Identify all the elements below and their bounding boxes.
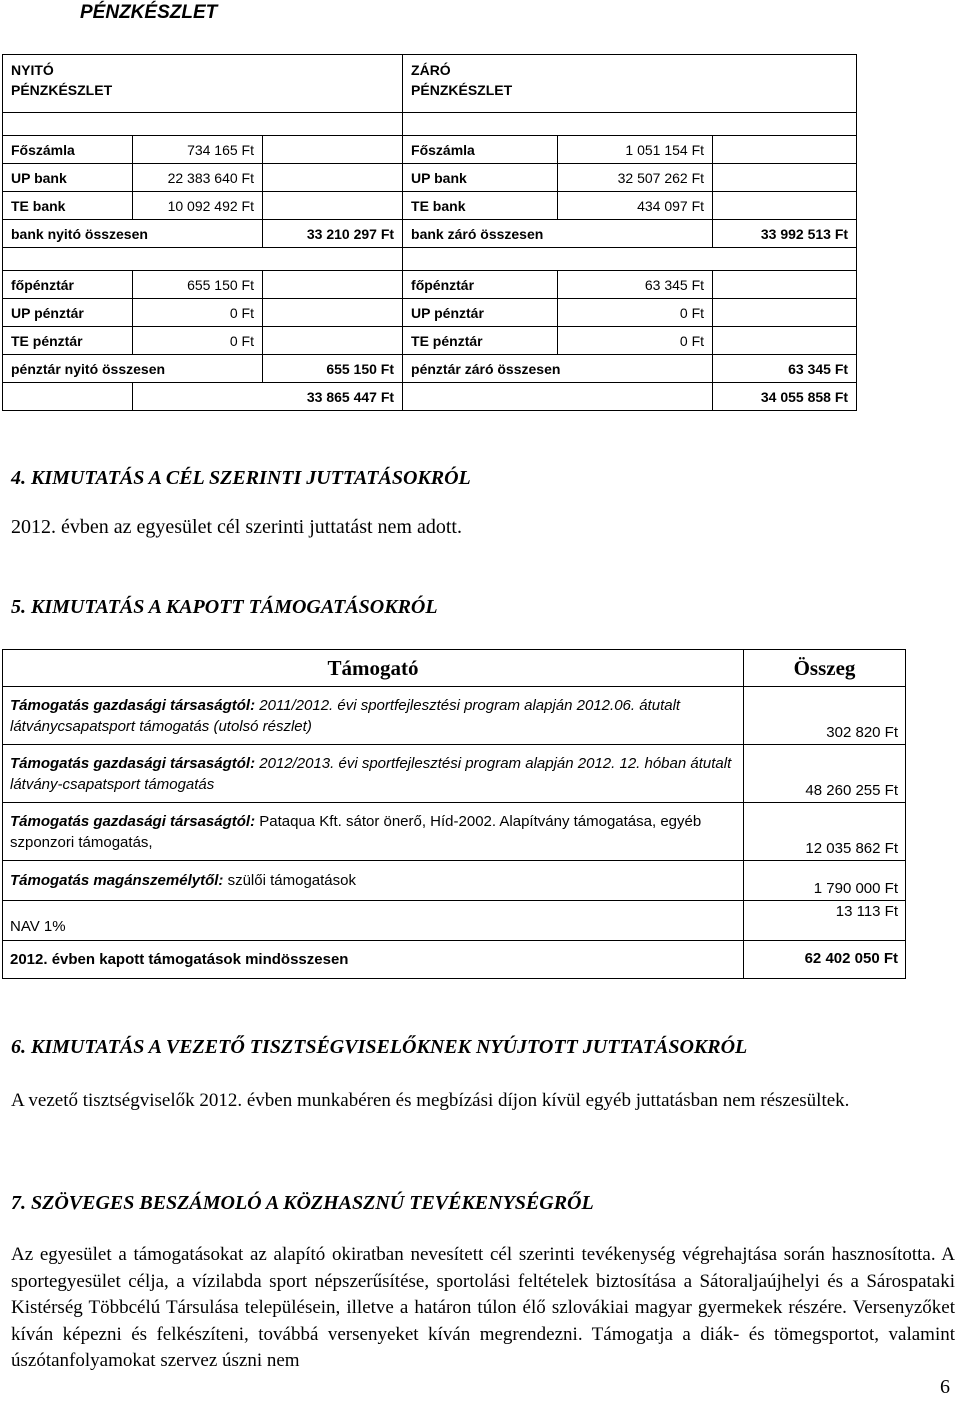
header-open: NYITÓ PÉNZKÉSZLET xyxy=(3,55,403,113)
row-value: 1 051 154 Ft xyxy=(558,136,713,164)
grant-desc: Támogatás gazdasági társaságtól: 2011/2012. évi sportfejlesztési program alapján 2012.06. átutalt látványcsapatsport támogatás (utolsó részlet) xyxy=(3,687,744,745)
row-value: 655 150 Ft xyxy=(133,271,263,299)
grand-total-close: 34 055 858 Ft xyxy=(713,383,857,411)
row-label: UP pénztár xyxy=(403,299,558,327)
row-label: főpénztár xyxy=(3,271,133,299)
cash-row xyxy=(3,299,857,327)
section5-heading: 5. KIMUTATÁS A KAPOTT TÁMOGATÁSOKRÓL xyxy=(11,596,438,618)
grant-desc: NAV 1% xyxy=(3,901,744,941)
row-value: 734 165 Ft xyxy=(133,136,263,164)
col-supporter: Támogató xyxy=(3,650,744,687)
row-label: UP bank xyxy=(3,164,133,192)
grant-desc: Támogatás gazdasági társaságtól: Pataqua Kft. sátor önerő, Híd-2002. Alapítvány támogatása, egyéb szponzori támogatás, xyxy=(3,803,744,861)
grant-desc: Támogatás magánszemélytől: szülői támogatások xyxy=(3,861,744,901)
gap-row xyxy=(3,113,857,136)
grand-total-open: 33 865 447 Ft xyxy=(133,383,403,411)
row-value: 33 210 297 Ft xyxy=(263,220,403,248)
row-label: bank záró összesen xyxy=(403,220,713,248)
cash-row xyxy=(3,327,857,355)
grant-row xyxy=(3,901,906,941)
gap-row xyxy=(3,248,857,271)
section7-text: Az egyesület a támogatásokat az alapító okiratban nevesített cél szerinti tevékenység végrehajtása során hasznosította. A sportegyesület célja, a vízilabda sport népszerűsítése, sportolási feltételek biztosítása a Sátoraljaújhelyi és a Sárospataki Kistérség Többcélú Társulása településein, illetve a határon túlon élő szlovákiai magyar gyermekek részére. Versenyzőket kíván képezni és felkészíteni, továbbá versenyeket kíván megrendezni. Támogatja a diák- és tömegsportot, valamint úszótanfolyamokat szervez úszni nem xyxy=(11,1244,955,1371)
grant-amount: 12 035 862 Ft xyxy=(744,803,906,861)
grant-total-amount: 62 402 050 Ft xyxy=(744,941,906,979)
grant-row xyxy=(3,745,906,803)
grant-total-row xyxy=(3,941,906,979)
grant-amount: 302 820 Ft xyxy=(744,687,906,745)
row-label: TE bank xyxy=(403,192,558,220)
row-label: TE pénztár xyxy=(3,327,133,355)
cash-title: PÉNZKÉSZLET xyxy=(80,2,218,23)
cash-table xyxy=(2,54,857,411)
row-value: 655 150 Ft xyxy=(263,355,403,383)
grand-total-row xyxy=(3,383,857,411)
grants-table xyxy=(2,649,906,979)
section4-text: 2012. évben az egyesület cél szerinti juttatást nem adott. xyxy=(11,516,462,538)
header-close: ZÁRÓ PÉNZKÉSZLET xyxy=(403,55,857,113)
grant-row xyxy=(3,861,906,901)
row-value: 0 Ft xyxy=(558,327,713,355)
grant-row xyxy=(3,687,906,745)
section6-text: A vezető tisztségviselők 2012. évben munkabéren és megbízási díjon kívül egyéb juttatásban nem részesültek. xyxy=(11,1090,850,1111)
cash-total-row xyxy=(3,355,857,383)
bank-row xyxy=(3,136,857,164)
bank-row xyxy=(3,192,857,220)
row-label: Főszámla xyxy=(403,136,558,164)
row-value: 22 383 640 Ft xyxy=(133,164,263,192)
grant-row xyxy=(3,803,906,861)
row-value: 0 Ft xyxy=(558,299,713,327)
page-number: 6 xyxy=(940,1376,950,1398)
row-label: bank nyitó összesen xyxy=(3,220,263,248)
row-value: 10 092 492 Ft xyxy=(133,192,263,220)
bank-total-row xyxy=(3,220,857,248)
row-label: Főszámla xyxy=(3,136,133,164)
grant-total-label: 2012. évben kapott támogatások mindösszesen xyxy=(3,941,744,979)
row-label: főpénztár xyxy=(403,271,558,299)
section6-heading: 6. KIMUTATÁS A VEZETŐ TISZTSÉGVISELŐKNEK NYÚJTOTT JUTTATÁSOKRÓL xyxy=(11,1036,748,1058)
row-value: 0 Ft xyxy=(133,299,263,327)
section4-heading: 4. KIMUTATÁS A CÉL SZERINTI JUTTATÁSOKRÓL xyxy=(11,467,471,489)
cash-header-row xyxy=(3,55,857,113)
row-label: UP pénztár xyxy=(3,299,133,327)
row-value: 33 992 513 Ft xyxy=(713,220,857,248)
row-label: pénztár nyitó összesen xyxy=(3,355,263,383)
row-value: 63 345 Ft xyxy=(713,355,857,383)
bank-row xyxy=(3,164,857,192)
row-value: 434 097 Ft xyxy=(558,192,713,220)
grant-amount: 1 790 000 Ft xyxy=(744,861,906,901)
section7-heading: 7. SZÖVEGES BESZÁMOLÓ A KÖZHASZNÚ TEVÉKENYSÉGRŐL xyxy=(11,1192,594,1214)
grant-amount: 48 260 255 Ft xyxy=(744,745,906,803)
grant-desc: Támogatás gazdasági társaságtól: 2012/2013. évi sportfejlesztési program alapján 2012. 12. hóban átutalt látvány-csapatsport támogatás xyxy=(3,745,744,803)
row-value: 63 345 Ft xyxy=(558,271,713,299)
row-label: pénztár záró összesen xyxy=(403,355,713,383)
col-amount: Összeg xyxy=(744,650,906,687)
row-label: TE pénztár xyxy=(403,327,558,355)
cash-row xyxy=(3,271,857,299)
row-value: 0 Ft xyxy=(133,327,263,355)
row-value: 32 507 262 Ft xyxy=(558,164,713,192)
grants-header-row xyxy=(3,650,906,687)
grant-amount: 13 113 Ft xyxy=(744,901,906,941)
row-label: TE bank xyxy=(3,192,133,220)
row-label: UP bank xyxy=(403,164,558,192)
